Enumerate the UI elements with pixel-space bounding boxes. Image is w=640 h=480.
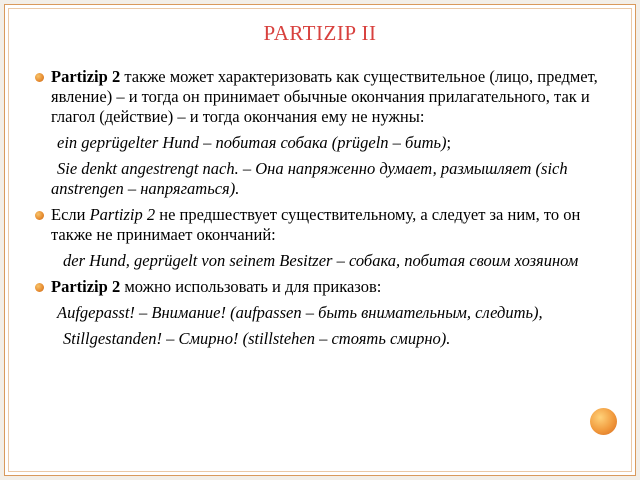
bullet-partizip-characterize [41, 67, 613, 127]
bullet-partizip-after-noun [41, 205, 613, 245]
slide-title: PARTIZIP II [263, 21, 377, 45]
bullet-italic-term: Partizip 2 [89, 205, 156, 224]
example-line [41, 251, 613, 271]
example-line [41, 159, 613, 199]
bullet-text: также может характеризовать как существительное (лицо, предмет, явление) – и тогда он принимает обычные окончания прилагательного, так и глагол (действие) – и тогда окончания ему не нужны: [51, 67, 598, 126]
bullet-dot-icon [35, 211, 44, 220]
bullet-dot-icon [35, 73, 44, 82]
example-text: Sie denkt angestrengt nach. – Она напряженно думает, размышляет (sich anstrengen – напрягаться). [51, 159, 568, 198]
decorative-orb-icon [590, 408, 617, 435]
bullet-prefix: Если [51, 205, 90, 224]
example-punctuation: ; [446, 133, 452, 152]
example-text: Aufgepasst! – Внимание! (aufpassen – быть внимательным, следить), [57, 303, 543, 322]
example-line [41, 133, 613, 153]
bullet-bold-term: Partizip 2 [51, 67, 121, 86]
slide-content [41, 67, 613, 355]
slide [4, 4, 636, 476]
example-line [41, 329, 613, 349]
bullet-bold-term: Partizip 2 [51, 277, 121, 296]
bullet-dot-icon [35, 283, 44, 292]
bullet-partizip-commands [41, 277, 613, 297]
example-text: der Hund, geprügelt von seinem Besitzer – собака, побитая своим хозяином [63, 251, 579, 270]
example-line [41, 303, 613, 323]
example-text: Stillgestanden! – Смирно! (stillstehen – стоять смирно). [63, 329, 451, 348]
bullet-text: не предшествует существительному, а следует за ним, то он также не принимает окончаний: [51, 205, 581, 244]
example-text: ein geprügelter Hund – побитая собака (prügeln – бить) [57, 133, 447, 152]
bullet-text: можно использовать и для приказов: [120, 277, 382, 296]
